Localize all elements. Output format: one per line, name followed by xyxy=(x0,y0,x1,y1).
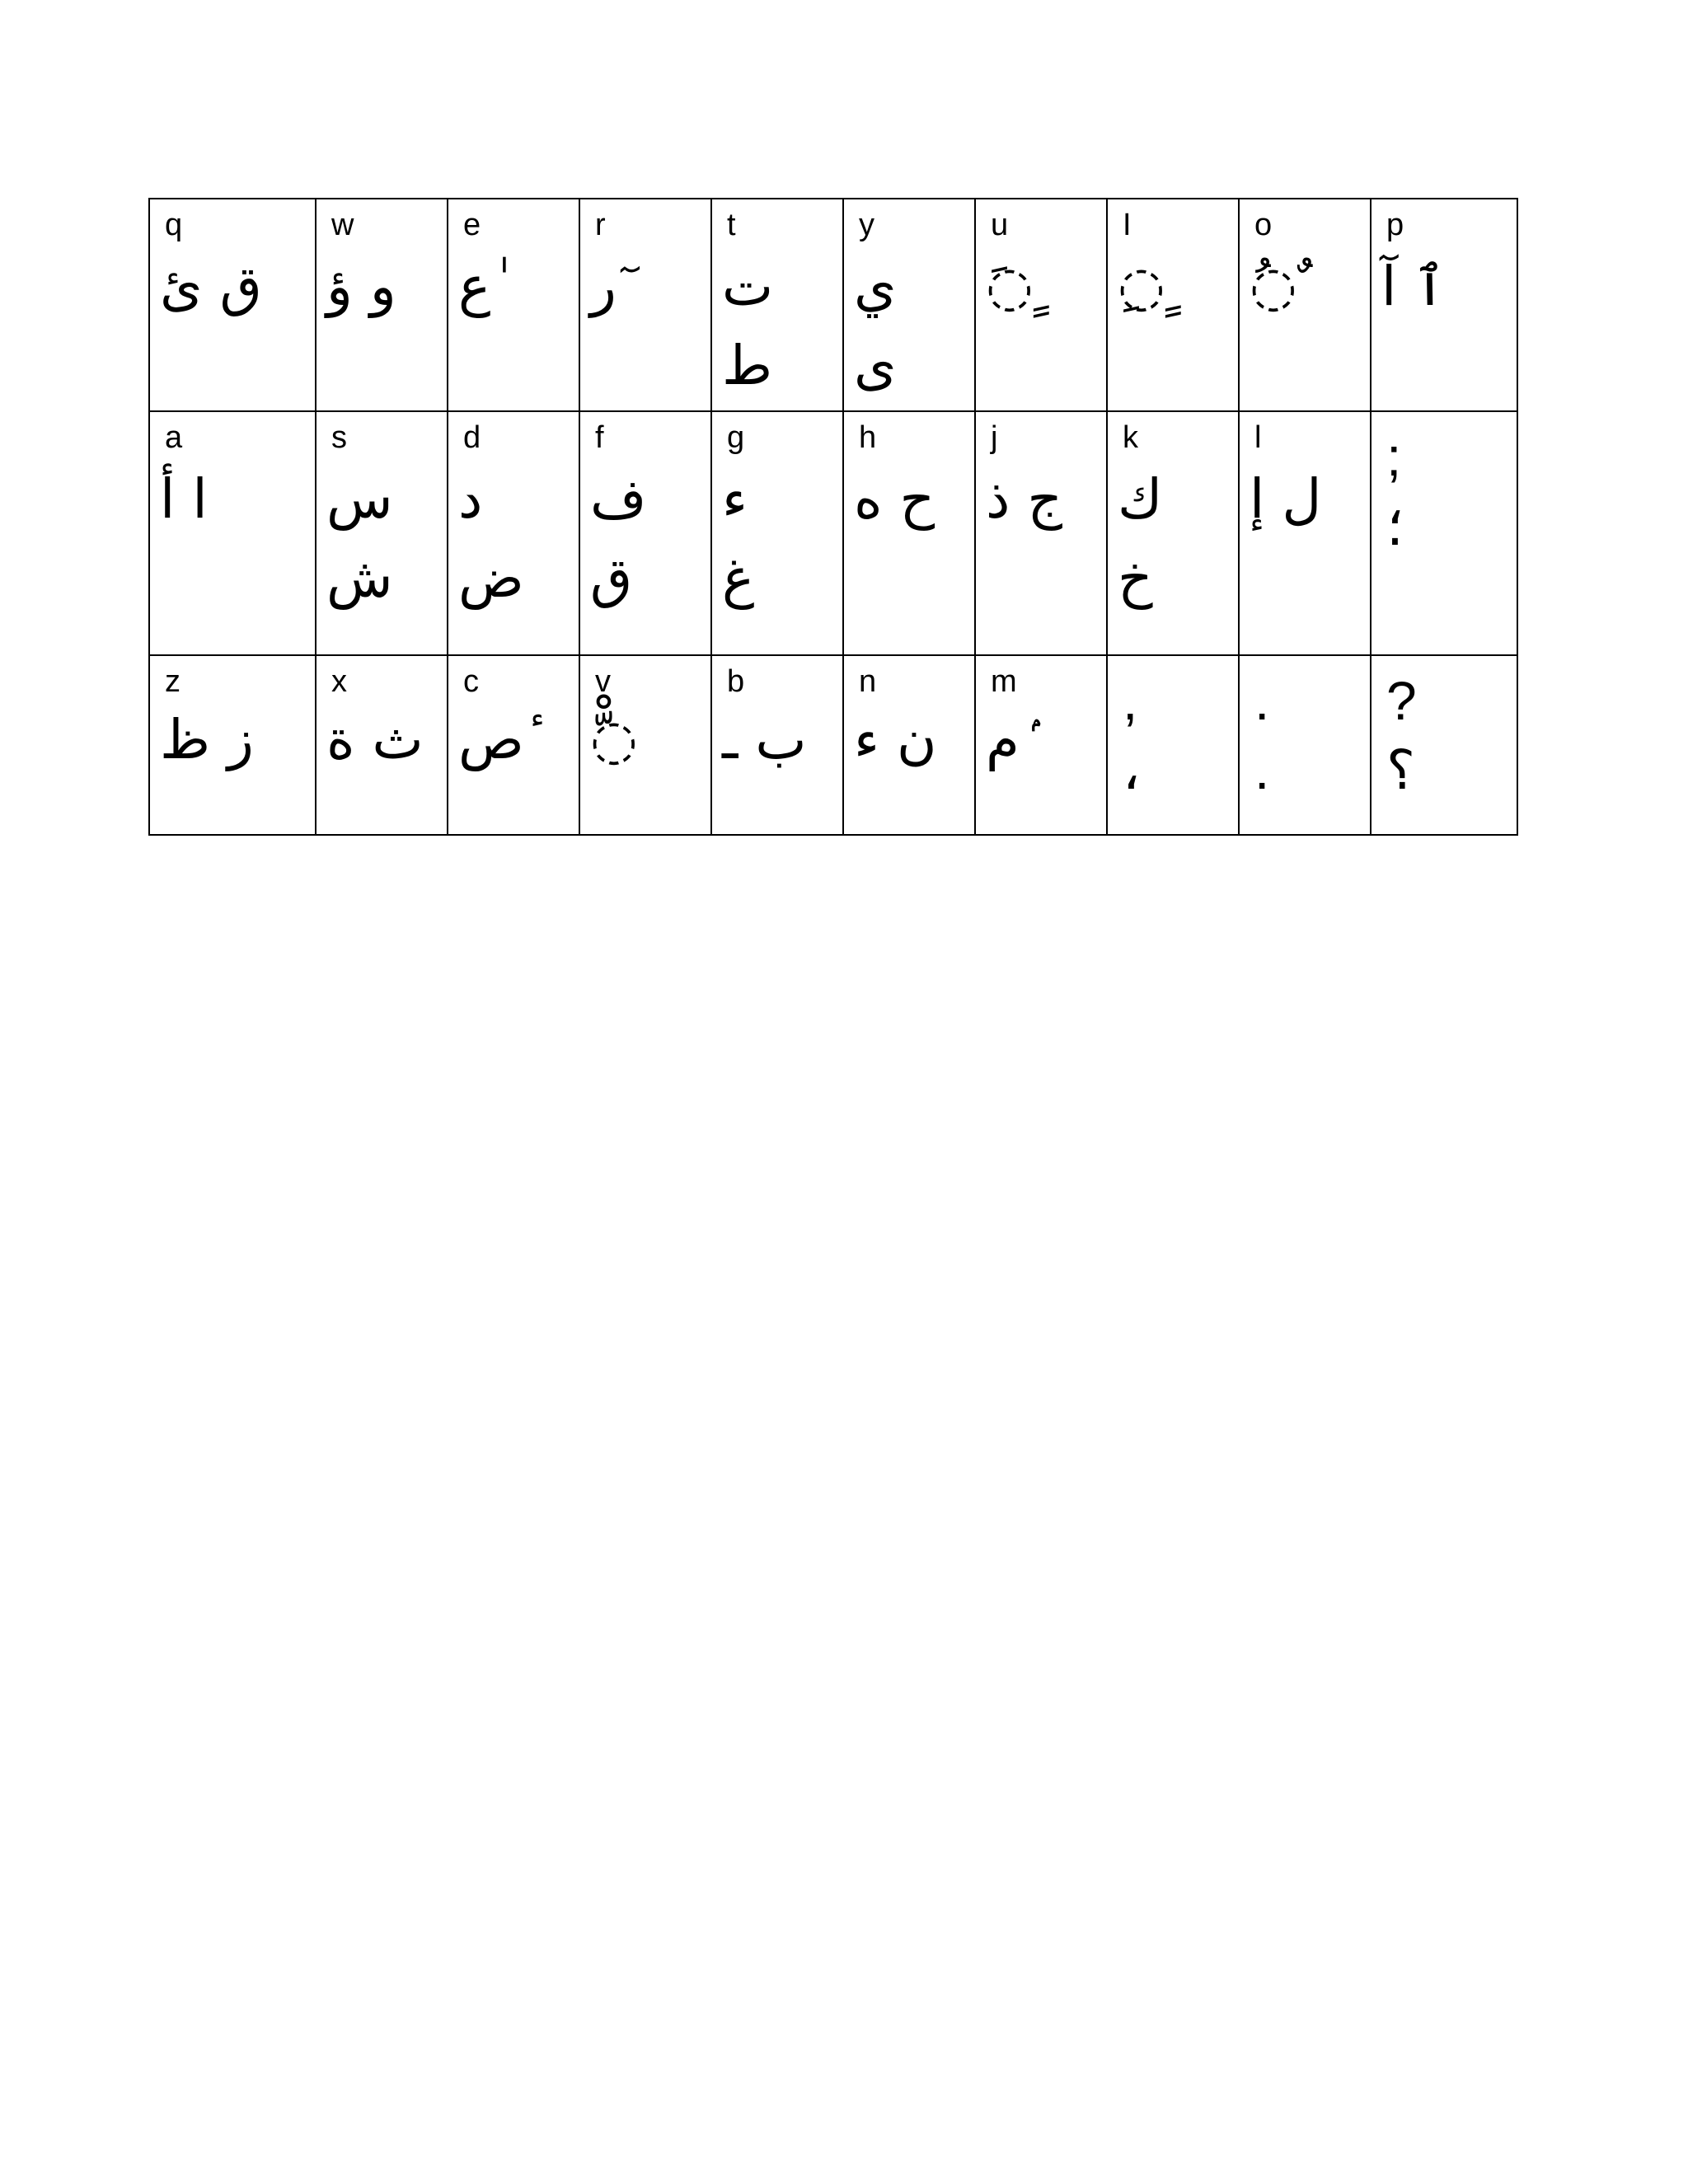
key-latin-label: a xyxy=(165,420,183,455)
key-arabic-chars: ح ه xyxy=(854,467,935,531)
key-arabic-chars: ف ق xyxy=(590,467,647,610)
key-arabic-chars: ◌ّْ xyxy=(590,708,638,771)
key-latin-label: I xyxy=(1123,208,1132,242)
key-arabic-chars: ◌ُ ٌ xyxy=(1250,255,1313,318)
key-cell-n xyxy=(843,655,975,835)
key-arabic-chars: ز ظ xyxy=(160,708,254,771)
key-arabic-chars: ء غ xyxy=(722,467,755,610)
key-latin-label: d xyxy=(463,420,481,455)
key-cell-f xyxy=(579,411,711,655)
key-punctuation-chars: , ، xyxy=(1123,670,1141,800)
key-latin-label: h xyxy=(859,420,877,455)
key-arabic-chars: م ۢ xyxy=(986,708,1052,771)
key-arabic-chars: ٱ آ xyxy=(1381,255,1446,318)
key-cell-i xyxy=(1107,199,1239,411)
key-cell-z xyxy=(149,655,316,835)
key-latin-label: e xyxy=(463,208,481,242)
key-arabic-chars: ت ط xyxy=(722,255,774,397)
key-latin-label: w xyxy=(331,208,354,242)
key-punctuation-chars: ? ؟ xyxy=(1386,670,1417,800)
key-latin-label: c xyxy=(463,664,479,699)
key-latin-label: s xyxy=(331,420,347,455)
key-arabic-chars: ◌ِ ٍ xyxy=(1118,255,1181,318)
key-arabic-chars: و ؤ xyxy=(326,255,396,318)
key-cell-o xyxy=(1239,199,1371,411)
key-latin-label: z xyxy=(165,664,181,699)
key-cell-j xyxy=(975,411,1107,655)
key-latin-label: x xyxy=(331,664,347,699)
key-latin-label: p xyxy=(1386,208,1404,242)
key-latin-label: o xyxy=(1254,208,1273,242)
key-latin-label: u xyxy=(991,208,1009,242)
key-cell-k xyxy=(1107,411,1239,655)
key-arabic-chars: س ش xyxy=(326,467,393,610)
key-latin-label: j xyxy=(991,420,998,455)
key-arabic-chars: ق ئ xyxy=(160,255,262,318)
key-latin-label: f xyxy=(595,420,604,455)
keyboard-row-home xyxy=(149,411,1517,655)
key-punctuation-chars: ; ؛ xyxy=(1386,426,1404,556)
key-cell-r xyxy=(579,199,711,411)
key-arabic-chars: ك خ xyxy=(1118,467,1163,610)
key-arabic-chars: ي ى xyxy=(854,255,897,397)
key-latin-label: y xyxy=(859,208,874,242)
key-cell-g xyxy=(711,411,843,655)
key-cell-s xyxy=(316,411,448,655)
key-latin-label: t xyxy=(727,208,736,242)
key-arabic-chars: ◌َ ٍ xyxy=(986,255,1049,318)
arabic-keyboard-layout-table xyxy=(148,198,1518,836)
key-cell-x xyxy=(316,655,448,835)
key-cell-p xyxy=(1371,199,1517,411)
key-cell-t xyxy=(711,199,843,411)
key-punctuation-chars: . . xyxy=(1254,670,1270,800)
key-latin-label: q xyxy=(165,208,183,242)
keyboard-row-bottom xyxy=(149,655,1517,835)
key-cell-q xyxy=(149,199,316,411)
key-arabic-chars: ص ٔ xyxy=(458,708,542,771)
key-arabic-chars: ن ء xyxy=(854,708,937,771)
key-latin-label: b xyxy=(727,664,745,699)
key-arabic-chars: ل إ xyxy=(1250,467,1322,531)
key-latin-label: k xyxy=(1123,420,1138,455)
key-cell-a xyxy=(149,411,316,655)
key-cell-w xyxy=(316,199,448,411)
key-cell-y xyxy=(843,199,975,411)
key-arabic-chars: ر ٓ xyxy=(590,255,634,318)
key-latin-label: v xyxy=(595,664,611,699)
key-cell-h xyxy=(843,411,975,655)
key-latin-label: l xyxy=(1254,420,1262,455)
key-cell-u xyxy=(975,199,1107,411)
key-cell-m xyxy=(975,655,1107,835)
key-cell-b xyxy=(711,655,843,835)
key-arabic-chars: د ض xyxy=(458,467,524,610)
key-arabic-chars: ا أ xyxy=(160,467,208,531)
key-arabic-chars: ج ذ xyxy=(986,467,1062,531)
key-cell-period xyxy=(1239,655,1371,835)
key-cell-question xyxy=(1371,655,1517,835)
key-arabic-chars: ع ٰ xyxy=(458,255,509,318)
key-cell-v xyxy=(579,655,711,835)
key-cell-d xyxy=(448,411,579,655)
key-latin-label: m xyxy=(991,664,1017,699)
key-cell-l xyxy=(1239,411,1371,655)
key-latin-label: g xyxy=(727,420,745,455)
key-latin-label: n xyxy=(859,664,877,699)
key-cell-comma xyxy=(1107,655,1239,835)
key-arabic-chars: ب ـ xyxy=(722,708,807,771)
key-latin-label: r xyxy=(595,208,606,242)
key-cell-semicolon xyxy=(1371,411,1517,655)
key-cell-c xyxy=(448,655,579,835)
keyboard-row-top xyxy=(149,199,1517,411)
key-cell-e xyxy=(448,199,579,411)
key-arabic-chars: ث ة xyxy=(326,708,424,771)
